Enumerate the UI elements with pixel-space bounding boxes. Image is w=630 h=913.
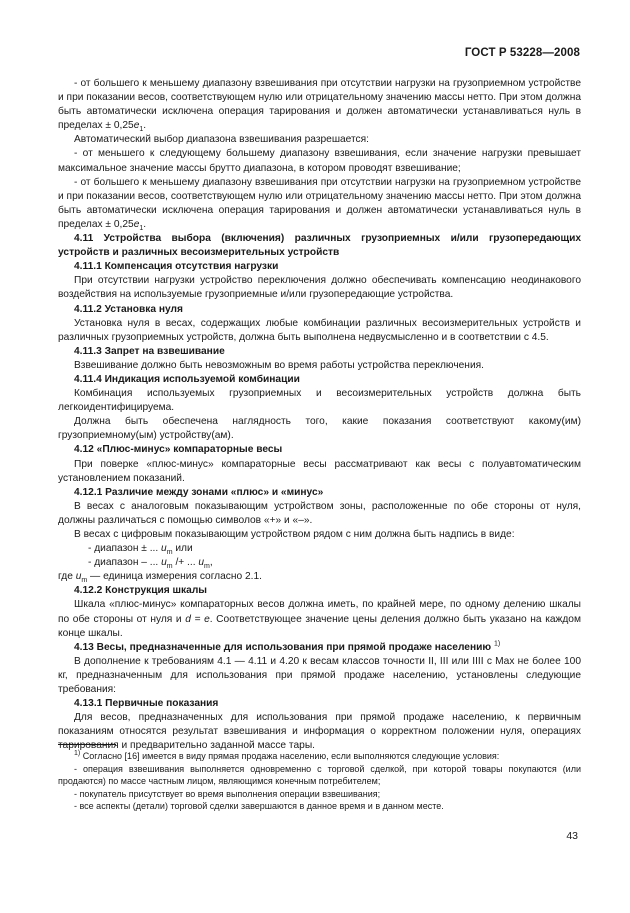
paragraph: - от большего к меньшему диапазону взвешивания при отсутствии нагрузки на грузоприемном устройстве и при показании весов, соответствующем нулю или отрицательному значению массы нетто. При этом должна быть автоматически исключена операция тарирования и должен автоматически устанавливаться нуль в пределах ± $0,25e_1$.	[58, 78, 581, 134]
paragraph: - от меньшего к следующему большему диапазону взвешивания, если значение нагрузки превышает максимальное значение массы брутто диапазона, в котором проводят взвешивание;	[58, 148, 581, 174]
paragraph: Должна быть обеспечена наглядность того, какие показания соответствуют какому(им) грузоприемному(ым) устройству(ам).	[58, 416, 581, 442]
document-code-header: ГОСТ Р 53228—2008	[464, 47, 580, 59]
footnote-line: $^{1)}$ Согласно [16] имеется в виду прямая продажа населению, если выполняются следующие условия:	[74, 750, 500, 761]
paragraph: При поверке «плюс-минус» компараторные весы рассматривают как весы с полуавтоматическим установлением показаний.	[58, 458, 581, 484]
paragraph: Для весов, предназначенных для использования при прямой продаже населению, к первичным показаниям относятся результат взвешивания и информация о корректном положении нуля, операциях тарирования и предварительно заданной массе тары.	[58, 712, 581, 752]
paragraph: Автоматический выбор диапазона взвешивания разрешается:	[74, 134, 369, 146]
footnote-line: - покупатель присутствует во время выполнения операции взвешивания;	[74, 788, 381, 799]
page-number: 43	[566, 830, 578, 842]
main-text	[58, 77, 581, 754]
section-heading-4-11-3: 4.11.3 Запрет на взвешивание	[74, 345, 225, 357]
section-heading-4-13: 4.13 Весы, предназначенные для использования при прямой продаже населению $^{1)}$	[74, 640, 501, 653]
paragraph: Взвешивание должно быть невозможным во время работы устройства переключения.	[74, 359, 484, 371]
footnote-divider	[58, 744, 116, 745]
section-heading-4-12: 4.12 «Плюс-минус» компараторные весы	[74, 444, 283, 456]
unit-definition: где $u_m$ — единица измерения согласно 2.1.	[58, 571, 263, 585]
list-item: - диапазон – ... $u_m$ /+ ... $u_m$,	[88, 557, 213, 571]
section-heading-4-12-1: 4.12.1 Различие между зонами «плюс» и «минус»	[74, 486, 324, 498]
paragraph: - от большего к меньшему диапазону взвешивания при отсутствии нагрузки на грузоприемном устройстве и при показании весов, соответствующем нулю или отрицательному значению массы нетто. При этом должна быть автоматически исключена операция тарирования и должен автоматически устанавливаться нуль в пределах ± $0,25e_1$.	[58, 176, 581, 232]
paragraph: В весах с цифровым показывающим устройством рядом с ним должна быть надпись в виде:	[74, 529, 515, 540]
footnote	[58, 750, 581, 813]
list-item: - диапазон ± ... $u_m$ или	[88, 543, 193, 557]
section-heading-4-11-1: 4.11.1 Компенсация отсутствия нагрузки	[74, 261, 279, 273]
paragraph: При отсутствии нагрузки устройство переключения должно обеспечивать компенсацию неодинакового воздействия на используемые грузоприемные и/или грузопередающие устройства.	[58, 275, 581, 301]
section-heading-4-13-1: 4.13.1 Первичные показания	[74, 698, 219, 710]
paragraph: Комбинация используемых грузоприемных и весоизмерительных устройств должна быть легкоидентифицируема.	[58, 388, 581, 414]
paragraph: Установка нуля в весах, содержащих любые комбинации различных весоизмерительных устройств и различных грузоприемных устройств, должна быть выполнена недвусмысленно и в соответствии с 4.5.	[58, 317, 581, 343]
section-heading-4-12-2: 4.12.2 Конструкция шкалы	[74, 585, 207, 597]
paragraph: Шкала «плюс-минус» компараторных весов должна иметь, по крайней мере, по одному делению шкалы по обе стороны от нуля и d = e. Соответствующее значение цены деления должно быть указано на каждом конце шкалы.	[58, 599, 581, 639]
footnote-line: - операция взвешивания выполняется одновременно с торговой сделкой, при которой товары покупаются (или продаются) по массе частным лицом, являющимся конечным потребителем;	[58, 763, 581, 787]
footnote-line: - все аспекты (детали) торговой сделки завершаются в данное время и в данном месте.	[74, 801, 444, 812]
paragraph: В дополнение к требованиям 4.1 — 4.11 и 4.20 к весам классов точности II, III или IIII с Max не более 100 кг, предназначенным для использования при прямой продаже населению, установлены следующие требования:	[58, 655, 581, 696]
section-heading-4-11-2: 4.11.2 Установка нуля	[74, 303, 183, 315]
section-heading-4-11-4: 4.11.4 Индикация используемой комбинации	[74, 373, 300, 385]
section-heading-4-11: 4.11 Устройства выбора (включения) различных грузоприемных и/или грузопередающих устройств и различных весоизмерительных устройств	[58, 233, 581, 259]
footnote-reference[interactable]: 1)	[493, 640, 501, 648]
paragraph: В весах с аналоговым показывающим устройством зоны, расположенные по обе стороны от нуля, должны различаться с помощью символов «+» и «–».	[58, 500, 581, 526]
